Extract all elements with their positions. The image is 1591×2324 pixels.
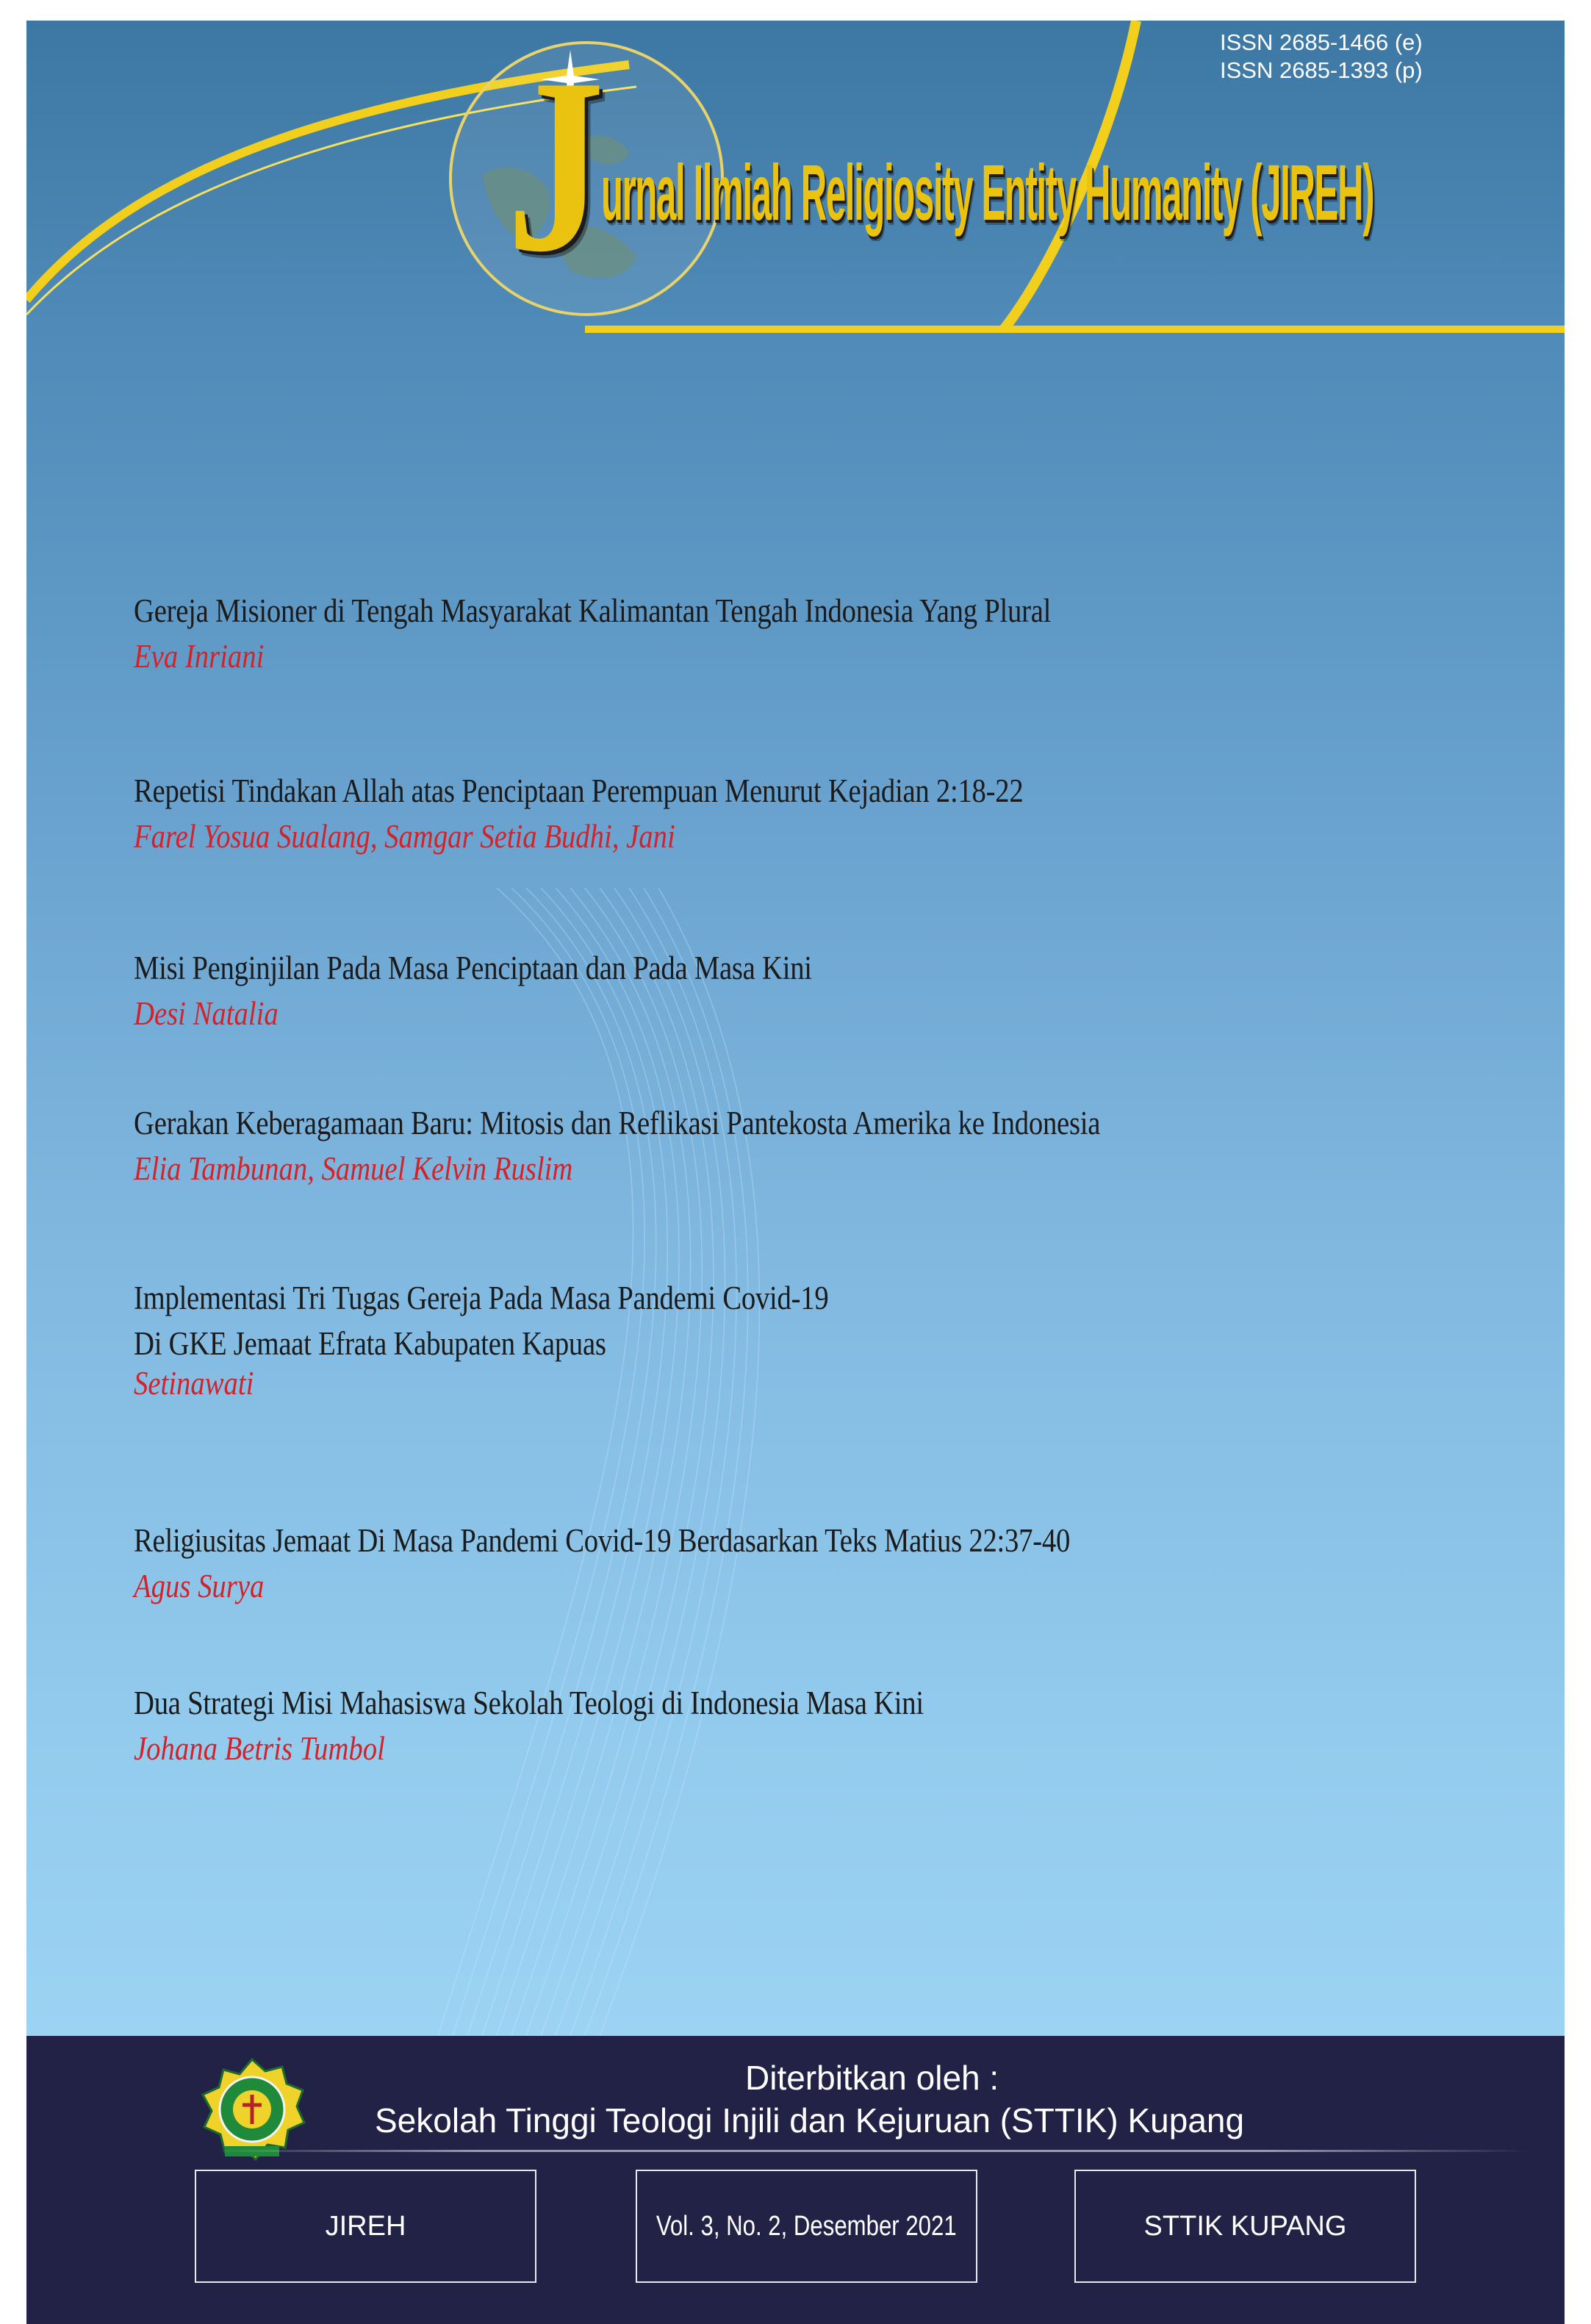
article-authors: Farel Yosua Sualang, Samgar Setia Budhi, Jani xyxy=(134,818,675,855)
article-title-line2: Di GKE Jemaat Efrata Kabupaten Kapuas xyxy=(134,1325,606,1362)
publisher-short-box xyxy=(1074,2170,1416,2283)
article-title: Gerakan Keberagamaan Baru: Mitosis dan Reflikasi Pantekosta Amerika ke Indonesia xyxy=(134,1105,1101,1141)
issue-info: Vol. 3, No. 2, Desember 2021 xyxy=(656,2210,957,2242)
journal-abbreviation: JIREH xyxy=(325,2210,406,2242)
article-item xyxy=(134,1680,1052,1771)
article-title: Religiusitas Jemaat Di Masa Pandemi Covid-19 Berdasarkan Teks Matius 22:37-40 xyxy=(134,1522,1071,1559)
issn-print: ISSN 2685-1393 (p) xyxy=(1220,57,1423,83)
article-title: Repetisi Tindakan Allah atas Penciptaan Perempuan Menurut Kejadian 2:18-22 xyxy=(134,772,1024,809)
article-item xyxy=(134,945,922,1036)
article-item xyxy=(134,1518,1222,1609)
article-authors: Eva Inriani xyxy=(134,638,265,675)
article-title: Implementasi Tri Tugas Gereja Pada Masa Pandemi Covid-19 xyxy=(134,1280,829,1316)
journal-title-initial: J xyxy=(507,26,605,304)
article-item xyxy=(134,588,1200,679)
article-item xyxy=(134,768,1168,859)
article-title: Dua Strategi Misi Mahasiswa Sekolah Teologi di Indonesia Masa Kini xyxy=(134,1685,924,1721)
article-authors: Agus Surya xyxy=(134,1568,265,1604)
article-title: Gereja Misioner di Tengah Masyarakat Kalimantan Tengah Indonesia Yang Plural xyxy=(134,592,1052,629)
issn-electronic: ISSN 2685-1466 (e) xyxy=(1220,29,1423,55)
journal-title: urnal Ilmiah Religiosity Entity Humanity (JIREH) xyxy=(601,148,1374,237)
footer-divider xyxy=(213,2150,1529,2152)
publisher-name: Sekolah Tinggi Teologi Injili dan Kejuruan (STTIK) Kupang xyxy=(375,2101,1245,2140)
publisher-short: STTIK KUPANG xyxy=(1143,2210,1347,2242)
article-item xyxy=(134,1275,941,1406)
article-authors: Desi Natalia xyxy=(134,995,279,1032)
journal-abbreviation-box xyxy=(195,2170,536,2283)
article-authors: Setinawati xyxy=(134,1365,254,1402)
article-title: Misi Penginjilan Pada Masa Penciptaan dan Pada Masa Kini xyxy=(134,950,812,986)
issue-info-box xyxy=(636,2170,977,2283)
article-authors: Elia Tambunan, Samuel Kelvin Ruslim xyxy=(134,1150,573,1187)
article-authors: Johana Betris Tumbol xyxy=(134,1730,385,1767)
publisher-label: Diterbitkan oleh : xyxy=(745,2059,999,2097)
article-item xyxy=(134,1100,1257,1191)
